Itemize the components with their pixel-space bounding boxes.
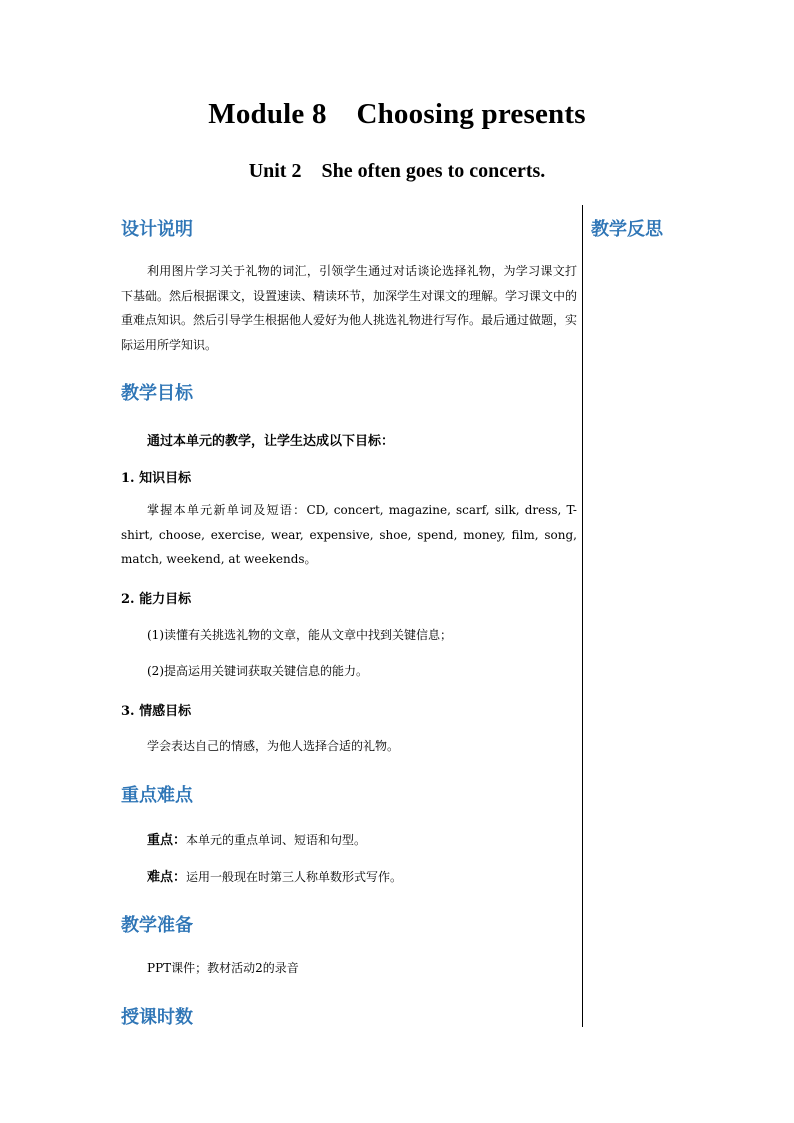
design-heading: 设计说明 [121,219,193,240]
difficult-text: 运用一般现在时第三人称单数形式写作。 [186,870,403,884]
key-text: 本单元的重点单词、短语和句型。 [186,833,367,847]
knowledge-text: 掌握本单元新单词及短语：CD, concert, magazine, scarf, silk, dress, T-shirt, choose, exercise, wear, expensive, shoe, spend, money, film, song, match, weekend, at weekends。 [121,503,577,566]
reflection-heading: 教学反思 [591,219,663,240]
preparation-text: PPT课件；教材活动2的录音 [147,961,299,975]
ability-item-2: (2)提高运用关键词获取关键信息的能力。 [147,664,368,678]
preparation-heading: 教学准备 [121,915,193,936]
emotion-text: 学会表达自己的情感，为他人选择合适的礼物。 [147,739,400,753]
document-subtitle: Unit 2 She often goes to concerts. [248,160,546,182]
ability-heading: 2. 能力目标 [121,592,192,607]
hours-heading: 授课时数 [121,1007,193,1028]
difficult-point-line [147,866,402,885]
objectives-intro: 通过本单元的教学，让学生达成以下目标： [147,434,395,449]
objectives-heading: 教学目标 [121,383,193,404]
column-divider [582,205,583,1027]
knowledge-heading: 1. 知识目标 [121,471,192,486]
design-text: 利用图片学习关于礼物的词汇，引领学生通过对话谈论选择礼物，为学习课文打下基础。然后根据课文，设置速读、精读环节，加深学生对课文的理解。学习课文中的重难点知识。然后引导学生根据他人爱好为他人挑选礼物进行写作。最后通过做题，实际运用所学知识。 [121,264,578,352]
document-title: Module 8 Choosing presents [208,98,586,130]
difficult-label: 难点： [147,870,187,885]
emotion-heading: 3. 情感目标 [121,704,192,719]
key-label: 重点： [147,833,187,848]
ability-item-1: (1)读懂有关挑选礼物的文章，能从文章中找到关键信息； [147,628,453,642]
key-points-heading: 重点难点 [121,785,193,806]
key-point-line [147,829,366,848]
